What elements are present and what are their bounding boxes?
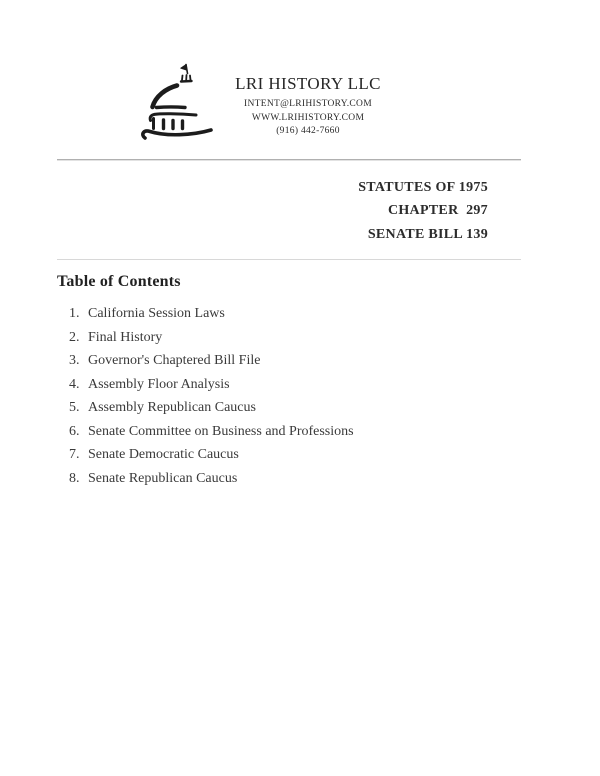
header-divider: [57, 159, 521, 161]
toc-list: [69, 302, 354, 490]
contact-lines: [222, 98, 394, 139]
reference-line-statutes: STATUTES OF 1975: [358, 180, 488, 195]
toc-item-label: Senate Committee on Business and Professions: [88, 423, 354, 439]
toc-item: [69, 396, 354, 420]
capitol-dome-sketch-icon: [138, 60, 222, 142]
reference-block: [358, 176, 488, 246]
toc-item-number: 1.: [69, 306, 80, 321]
toc-item: [69, 443, 354, 467]
toc-item-label: Senate Republican Caucus: [88, 470, 238, 486]
toc-item-label: Governor's Chaptered Bill File: [88, 353, 261, 368]
toc-item-label: Senate Democratic Caucus: [88, 447, 239, 462]
toc-item: [69, 467, 354, 491]
toc-item-number: 3.: [69, 353, 80, 368]
toc-item: [69, 373, 354, 397]
toc-item: [69, 302, 354, 326]
company-phone: (916) 442-7660: [276, 126, 340, 136]
toc-item: [69, 326, 354, 350]
toc-item-number: 2.: [69, 329, 80, 345]
toc-item-number: 4.: [69, 376, 80, 392]
reference-line-chapter: CHAPTER 297: [387, 203, 488, 219]
letterhead: [222, 74, 394, 139]
toc-item-number: 8.: [69, 470, 80, 486]
toc-item-label: Final History: [88, 329, 163, 345]
toc-item-label: California Session Laws: [88, 306, 225, 321]
reference-line-senate-bill: SENATE BILL 139: [367, 226, 488, 242]
toc-title: Table of Contents: [57, 273, 181, 290]
toc-item-label: Assembly Republican Caucus: [88, 400, 256, 415]
toc-item-number: 6.: [69, 423, 80, 439]
toc-item: [69, 420, 354, 444]
section-divider: [57, 259, 521, 260]
toc-item-label: Assembly Floor Analysis: [88, 376, 230, 392]
toc-item: [69, 349, 354, 373]
toc-item-number: 5.: [69, 400, 80, 415]
company-website: WWW.LRIHISTORY.COM: [251, 112, 365, 123]
company-name: LRI HISTORY LLC: [235, 74, 381, 93]
company-email: INTENT@LRIHISTORY.COM: [244, 99, 372, 109]
toc-item-number: 7.: [69, 447, 80, 462]
